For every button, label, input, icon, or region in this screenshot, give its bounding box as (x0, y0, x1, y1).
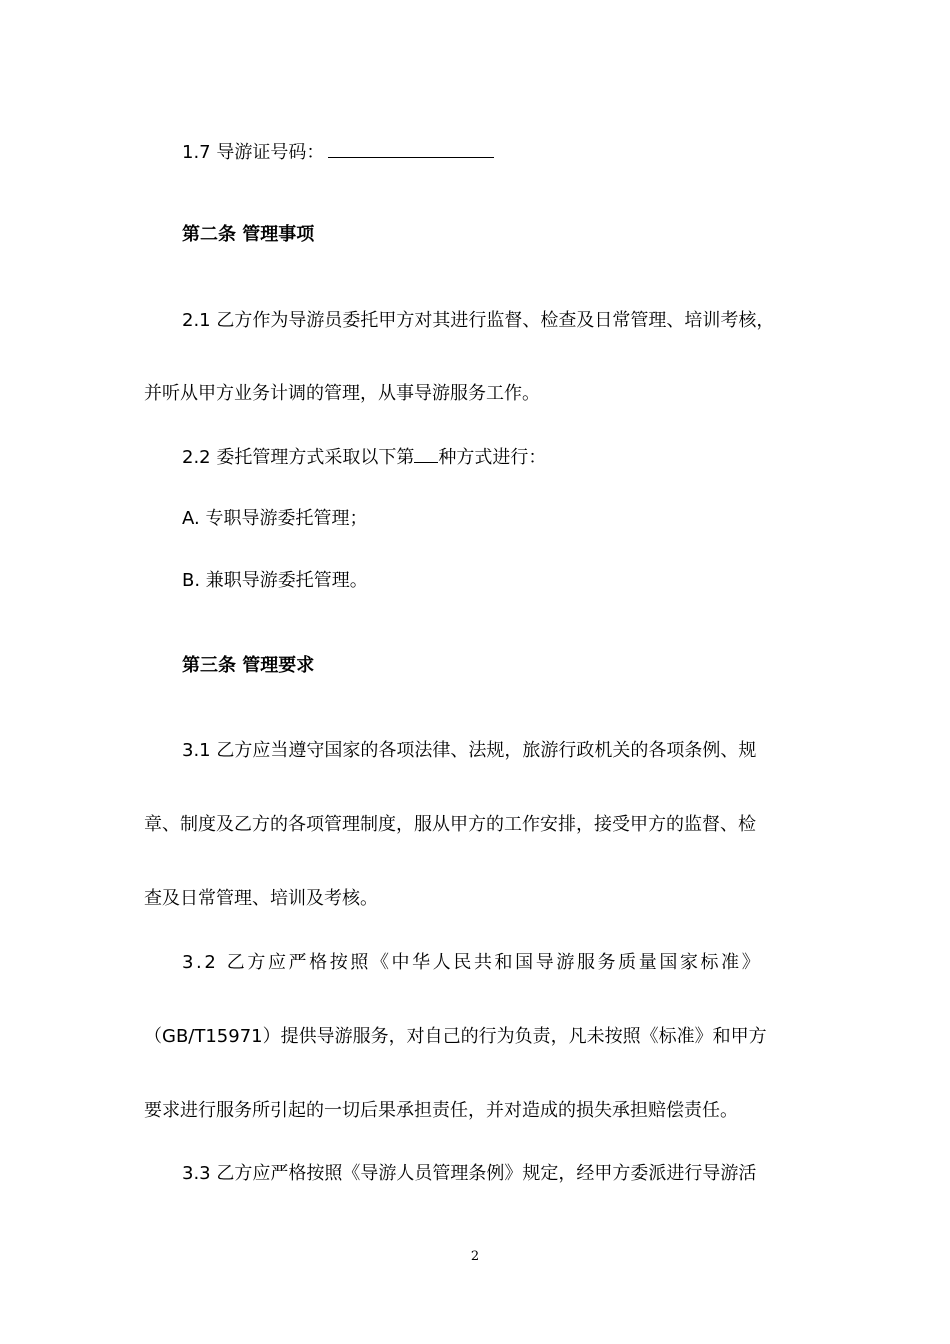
guide-license-number-blank (328, 139, 494, 158)
section-3-2-line-1: 3.2 乙方应严格按照《中华人民共和国导游服务质量国家标准》 (182, 952, 763, 973)
section-3-1-line-1: 3.1 乙方应当遵守国家的各项法律、法规，旅游行政机关的各项条例、规 (182, 740, 757, 761)
management-method-blank (414, 444, 438, 463)
article-3-heading: 第三条 管理要求 (182, 655, 315, 676)
section-2-1-line-2: 并听从甲方业务计调的管理，从事导游服务工作。 (144, 383, 540, 404)
section-1-7 (182, 139, 822, 165)
section-3-2-line-2: （GB/T15971）提供导游服务，对自己的行为负责，凡未按照《标准》和甲方 (144, 1026, 767, 1047)
section-3-3-line-1: 3.3 乙方应严格按照《导游人员管理条例》规定，经甲方委派进行导游活 (182, 1163, 757, 1184)
section-3-1-line-2: 章、制度及乙方的各项管理制度，服从甲方的工作安排，接受甲方的监督、检 (144, 814, 756, 835)
section-2-1-line-1: 2.1 乙方作为导游员委托甲方对其进行监督、检查及日常管理、培训考核， (182, 310, 775, 331)
guide-license-number-label: 1.7 导游证号码： (182, 142, 325, 163)
option-b: B. 兼职导游委托管理。 (182, 570, 368, 591)
section-2-2-text-after: 种方式进行： (438, 447, 547, 468)
page-number: 2 (470, 1249, 480, 1264)
article-2-heading: 第二条 管理事项 (182, 224, 315, 245)
section-2-2-text-before: 2.2 委托管理方式采取以下第 (182, 447, 415, 468)
section-2-2 (182, 444, 822, 470)
section-3-2-line-3: 要求进行服务所引起的一切后果承担责任，并对造成的损失承担赔偿责任。 (144, 1100, 738, 1121)
option-a: A. 专职导游委托管理； (182, 508, 368, 529)
section-3-1-line-3: 查及日常管理、培训及考核。 (144, 888, 378, 909)
